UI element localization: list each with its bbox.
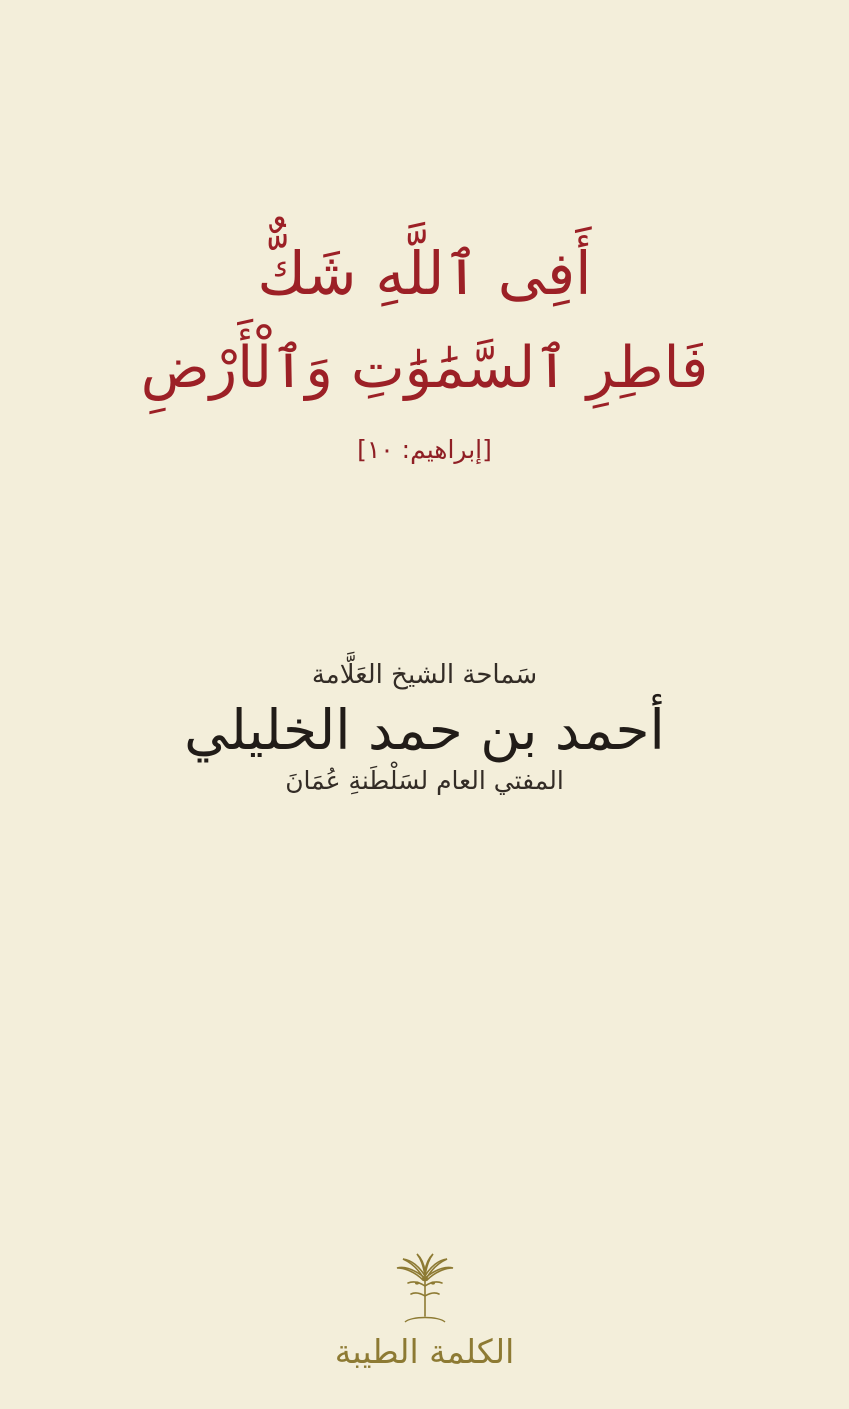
- verse-line-1: أَفِى ٱللَّهِ شَكٌّ: [257, 239, 592, 308]
- verse-reference: [إبراهيم: ١٠]: [357, 434, 492, 464]
- author-block: [0, 660, 849, 796]
- publisher-name: الكلمة الطيبة: [334, 1332, 515, 1371]
- verse-line-2: فَاطِرِ ٱلسَّمَٰوَٰتِ وَٱلْأَرْضِ: [140, 334, 709, 401]
- author-name: أحمد بن حمد الخليلي: [184, 697, 665, 762]
- quran-verse-block: [0, 232, 849, 464]
- publisher-mark: [0, 1252, 849, 1371]
- author-title: المفتي العام لسَلْطَنةِ عُمَانَ: [285, 766, 564, 796]
- author-honorific: سَماحة الشيخ العَلَّامة: [311, 659, 538, 690]
- palm-tree-icon: [379, 1252, 471, 1330]
